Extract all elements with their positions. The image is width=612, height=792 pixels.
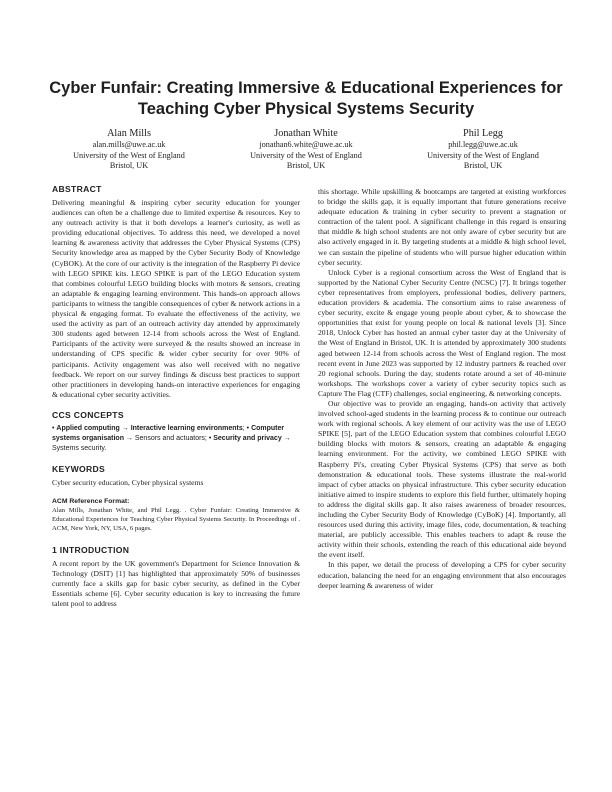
author-affiliation: University of the West of England bbox=[427, 150, 539, 160]
author-affiliation: University of the West of England bbox=[250, 150, 362, 160]
author-1 bbox=[44, 127, 214, 172]
abstract-heading: ABSTRACT bbox=[52, 184, 102, 194]
author-block bbox=[44, 127, 568, 172]
body-paragraph: this shortage. While upskilling & bootcamps are targeted at existing workforces to bridge the skills gap, it is equally important that future generations receive adequate education & training in cyber security to prevent a stagnation or contraction of the talent pool. A significant challenge in this regard is ensuring that middle & high school students are not only aware of cyber security but are also actively engaged in it. By targeting students at a middle & high school level, we can sustain the pipeline of students who will pursue higher education within cyber security. bbox=[318, 187, 566, 267]
keywords-heading: KEYWORDS bbox=[52, 463, 106, 474]
author-2 bbox=[221, 127, 391, 172]
ccs-term: Security and privacy bbox=[213, 434, 282, 442]
ccs-term: Applied computing bbox=[56, 424, 120, 432]
author-email: alan.mills@uwe.ac.uk bbox=[92, 140, 166, 149]
author-name: Jonathan White bbox=[274, 128, 338, 139]
author-location: Bristol, UK bbox=[109, 161, 149, 171]
acm-ref-heading: ACM Reference Format: bbox=[52, 497, 130, 505]
author-email: phil.legg@uwe.ac.uk bbox=[448, 140, 518, 149]
body-paragraph: Unlock Cyber is a regional consortium across the West of England that is supported by the National Cyber Security Centre (NCSC) [7]. It brings together cyber representatives from employers, professional bodies, delivery partners, education providers & academia. The consortium aims to raise awareness of cyber security, excite & engage young people about cyber, & to showcase the opportunities that exist for young people on local & national levels [3]. Since 2018, Unlock Cyber has hosted an annual cyber taster day at the University of the West of England in Bristol, UK. It is attended by approximately 300 students aged between 12-14 from schools across the West of England region. The most recent event in June 2023 was supported by 12 industry partners & reached over 20 regional schools. During the day, students rotate around a set of 40-minute workshops. The workshops cover a variety of cyber security topics such as Capture The Flag (CTF) challenges, social engineering, & networking concepts. bbox=[318, 267, 566, 398]
intro-heading: 1 INTRODUCTION bbox=[52, 544, 130, 555]
intro-paragraph: A recent report by the UK government's Department for Science Innovation & Technology (DSIT) [1] has highlighted that approximately 50% of businesses currently face a skills gap for basic cyber security, as defined in the Cyber Essentials scheme [6]. Cyber security education is key to increasing the future talent pool to address bbox=[52, 558, 300, 609]
author-email: jonathan6.white@uwe.ac.uk bbox=[259, 140, 353, 149]
abstract-text: Delivering meaningful & inspiring cyber security education for younger audiences can often be a challenge due to limited expertise & resources. Key to any outreach activity is that it both develops a learner's curiosity, as well as providing educational objectives. To address this need, we developed a novel learning & awareness activity that addresses the Cyber Physical Systems (CPS) Security knowledge area as mapped by the Cyber Security Body of Knowledge (CyBOK). At the core of our activity is the integration of the Raspberry Pi device with LEGO SPIKE kits. LEGO SPIKE is part of the LEGO Education system that combines colourful LEGO building blocks with motors & sensors, creating an adaptable & engaging learning environment. This hands-on approach allows participants to witness the tangible consequences of cyber & network actions in a physical & engaging format. To evaluate the effectiveness of the activity, we used the activity as part of an outreach activity day attended by approximately 300 students aged between 12-14 from schools across the West of England. Participants of the activity were surveyed & the results showed an increase in understanding of CPS specific & wider cyber security for over 90% of participants. Activity engagement was also well received with no negative feedback. We report on our survey findings & discuss best practices to support other practitioners in developing hands-on interactive experiences for engaging & educational cyber security activities. bbox=[52, 198, 300, 399]
acm-ref-text: Alan Mills, Jonathan White, and Phil Legg. . Cyber Funfair: Creating Immersive & Educational Experiences for Teaching Cyber Physical Systems Security. In Proceedings of . ACM, New York, NY, USA, 6 pages. bbox=[52, 506, 300, 532]
body-paragraph: Our objective was to provide an engaging, hands-on activity that actively involved school-aged students in the learning process & to continue our outreach work with regional schools. A key element of our activity was the use of LEGO SPIKE [5], part of the LEGO Education system that combines colourful LEGO building blocks with motors & sensors, creating an adaptable & engaging learning environment. For the activity, we combined LEGO SPIKE with Raspberry Pi's, creating Cyber Physical Systems (CPS) that serve as both demonstration & educational tools. These systems illustrate the real-world impact of cyber attacks on physical infrastructure. This cyber security education initiative aimed to inspire students to explore this field further, ultimately hoping to address the digital skills gap. It also raises awareness of broader resources, including the Cyber Security Body of Knowledge (CyBoK) [4]. Importantly, all resources used during this activity, image files, code, documentation, & teaching material, are publicly accessible. This enables teachers to adapt & reuse the activity within their schools, extending the reach of this educational aide beyond the event itself. bbox=[318, 398, 566, 560]
ccs-term: Systems security bbox=[52, 444, 105, 452]
author-location: Bristol, UK bbox=[463, 161, 503, 171]
author-affiliation: University of the West of England bbox=[73, 150, 185, 160]
author-name: Alan Mills bbox=[107, 128, 151, 139]
ccs-term: Sensors and actuators bbox=[134, 434, 205, 442]
keywords-text: Cyber security education, Cyber physical systems bbox=[52, 477, 204, 487]
author-3 bbox=[398, 127, 568, 172]
ccs-heading: CCS CONCEPTS bbox=[52, 409, 124, 420]
ccs-term: Computer systems organisation bbox=[52, 424, 285, 442]
author-name: Phil Legg bbox=[463, 128, 503, 139]
paper-title: Cyber Funfair: Creating Immersive & Educational Experiences for Teaching Cyber Physical Systems Security bbox=[49, 79, 563, 118]
author-location: Bristol, UK bbox=[286, 161, 326, 171]
right-column bbox=[318, 187, 566, 591]
ccs-concepts: • Applied computing → Interactive learning environments; • Computer systems organisation → Sensors and actuators; • Security and privacy → Systems security. bbox=[52, 424, 291, 452]
left-column bbox=[52, 184, 300, 609]
body-paragraph: In this paper, we detail the process of developing a CPS for cyber security education, balancing the need for an engaging environment that also encourages deeper learning & awareness of wider bbox=[318, 560, 566, 590]
ccs-term: Interactive learning environments bbox=[130, 424, 243, 432]
